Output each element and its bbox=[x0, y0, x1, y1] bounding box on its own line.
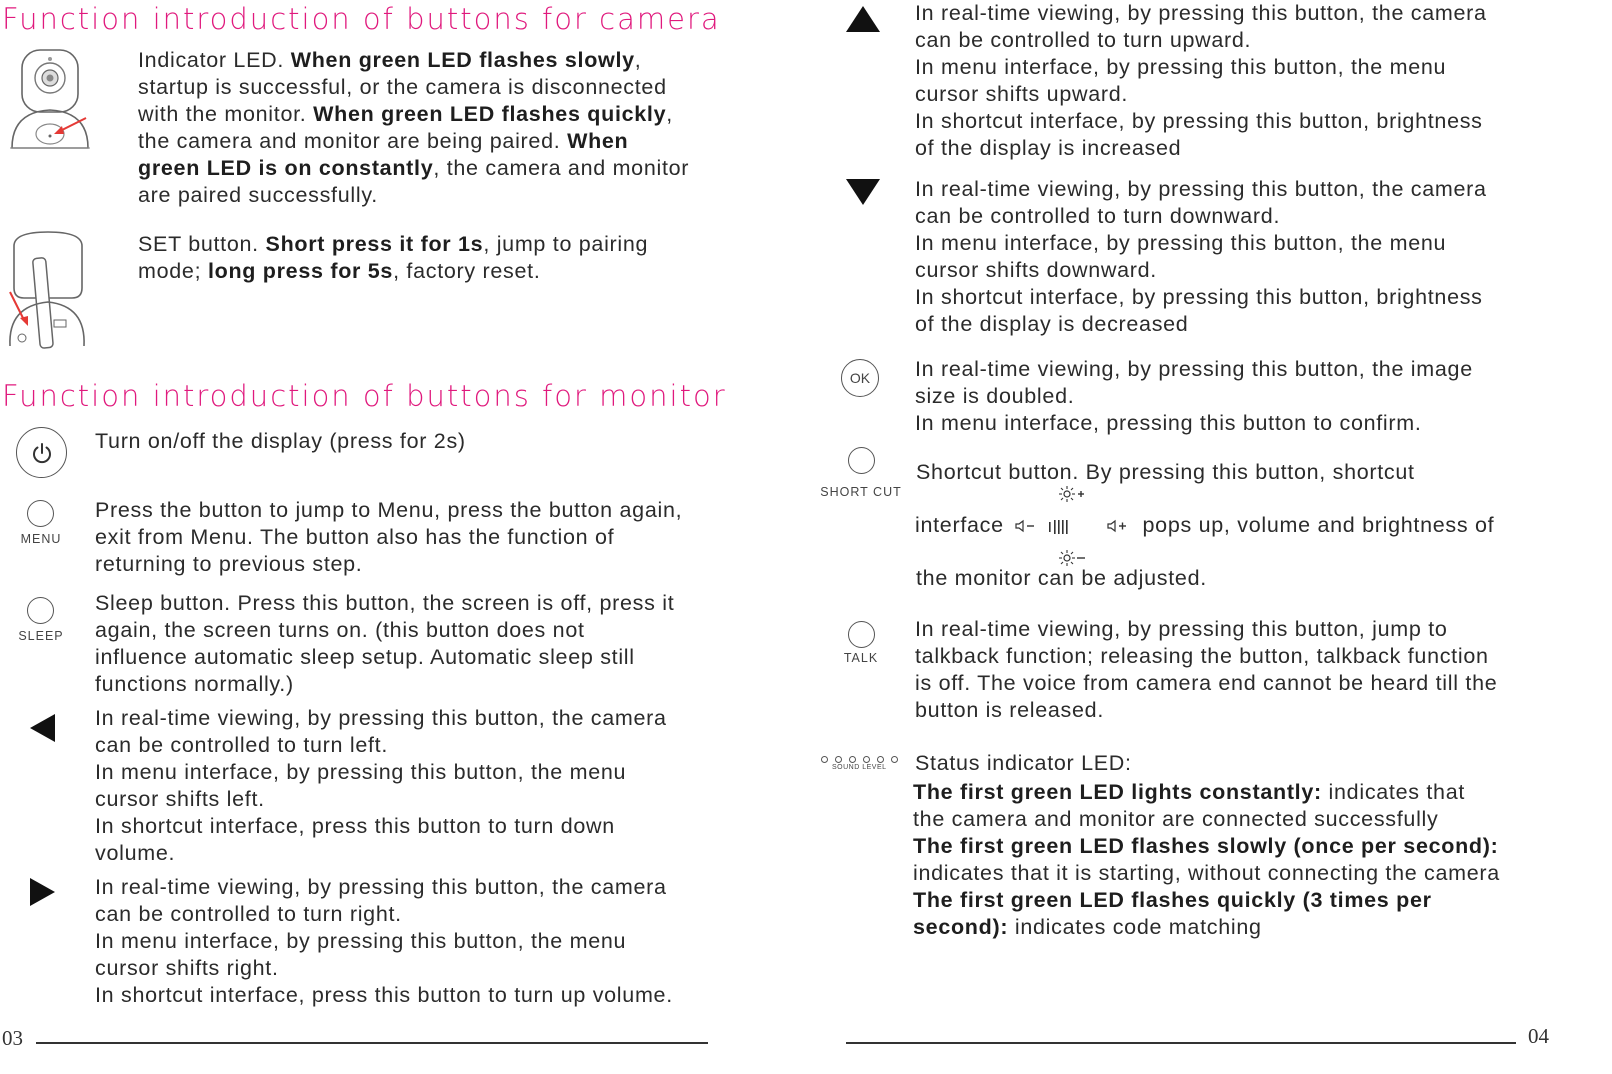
footer-rule-left bbox=[36, 1042, 708, 1044]
ok-button bbox=[841, 359, 879, 397]
menu-button bbox=[27, 500, 54, 527]
down-button-description: In real-time viewing, by pressing this button, the camera can be controlled to turn downward. In menu interface, by pressing this button, the menu cursor shifts downward. In shortcut interface, by pressing this button, brightness of the display is decreased bbox=[915, 177, 1487, 336]
monitor-buttons-heading: Function introduction of buttons for monitor bbox=[2, 379, 727, 413]
camera-back-illustration bbox=[6, 228, 90, 350]
right-button-description: In real-time viewing, by pressing this button, the camera can be controlled to turn right. In menu interface, by pressing this button, the menu cursor shifts right. In shortcut interface, press this button to turn up volume. bbox=[95, 875, 673, 1007]
left-button-description: In real-time viewing, by pressing this button, the camera can be controlled to turn left. In menu interface, by pressing this button, the menu cursor shifts left. In shortcut interface, press this button to turn down volume. bbox=[95, 706, 667, 865]
shortcut-description-line3: the monitor can be adjusted. bbox=[916, 566, 1207, 590]
led-dot bbox=[863, 756, 870, 763]
power-button bbox=[16, 427, 67, 478]
led-dot bbox=[821, 756, 828, 763]
right-arrow-icon bbox=[30, 878, 55, 906]
indicator-led-description: Indicator LED. When green LED flashes slowly, startup is successful, or the camera is disconnected with the monitor. When green LED flashes quickly, the camera and monitor are being paired. When green LED is on constantly, the camera and monitor are paired successfully. bbox=[138, 48, 690, 207]
sleep-description: Sleep button. Press this button, the screen is off, press it again, the screen turns on. (this button does not influence automatic sleep setup. Automatic sleep still functions normally.) bbox=[95, 591, 675, 696]
ok-description: In real-time viewing, by pressing this button, the image size is doubled. In menu interface, pressing this button to confirm. bbox=[915, 357, 1473, 435]
talk-button bbox=[848, 621, 875, 648]
led-dot bbox=[877, 756, 884, 763]
led-dot bbox=[849, 756, 856, 763]
camera-buttons-heading: Function introduction of buttons for camera bbox=[2, 2, 721, 36]
status-indicator-title: Status indicator LED: bbox=[915, 751, 1132, 775]
volume-up-icon bbox=[1106, 519, 1128, 533]
sound-level-label: SOUND LEVEL bbox=[832, 764, 887, 771]
menu-description: Press the button to jump to Menu, press the button again, exit from Menu. The button also has the function of returning to previous step. bbox=[95, 498, 683, 576]
set-button-description: SET button. Short press it for 1s, jump to pairing mode; long press for 5s, factory reset. bbox=[138, 232, 649, 283]
sleep-label: SLEEP bbox=[18, 629, 64, 643]
footer-rule-right bbox=[846, 1042, 1516, 1044]
down-arrow-icon bbox=[846, 179, 880, 205]
led-dot bbox=[835, 756, 842, 763]
menu-label: MENU bbox=[20, 532, 62, 546]
page-number-right: 04 bbox=[1528, 1024, 1549, 1048]
camera-front-illustration bbox=[8, 48, 92, 154]
talk-description: In real-time viewing, by pressing this button, jump to talkback function; releasing the button, talkback function is off. The voice from camera end cannot be heard till the button is released. bbox=[915, 617, 1498, 722]
led-dot bbox=[891, 756, 898, 763]
status-indicator-description: The first green LED lights constantly: indicates that the camera and monitor are connected successfully The first green LED flashes slowly (once per second): indicates that it is starting, without connecting the camera The first green LED flashes quickly (3 times per second): indicates code matching bbox=[913, 780, 1500, 939]
up-arrow-icon bbox=[846, 6, 880, 32]
page-number-left: 03 bbox=[2, 1026, 23, 1050]
power-description: Turn on/off the display (press for 2s) bbox=[95, 429, 466, 453]
sleep-button bbox=[27, 597, 54, 624]
ok-label: OK bbox=[849, 370, 871, 386]
brightness-up-icon bbox=[1058, 485, 1086, 503]
talk-label: TALK bbox=[843, 651, 879, 665]
shortcut-description-line1: Shortcut button. By pressing this button, shortcut bbox=[916, 460, 1415, 484]
sound-level-led-row bbox=[821, 756, 898, 763]
shortcut-description-line2: interface pops up, volume and brightness of bbox=[915, 513, 1495, 537]
shortcut-label: SHORT CUT bbox=[820, 485, 902, 499]
left-arrow-icon bbox=[30, 714, 55, 742]
power-icon bbox=[31, 442, 53, 464]
shortcut-button bbox=[848, 447, 875, 474]
volume-down-icon bbox=[1014, 519, 1036, 533]
volume-level-bars-icon bbox=[1047, 517, 1069, 535]
up-button-description: In real-time viewing, by pressing this button, the camera can be controlled to turn upward. In menu interface, by pressing this button, the menu cursor shifts upward. In shortcut interface, by pressing this button, brightness of the display is increased bbox=[915, 1, 1487, 160]
